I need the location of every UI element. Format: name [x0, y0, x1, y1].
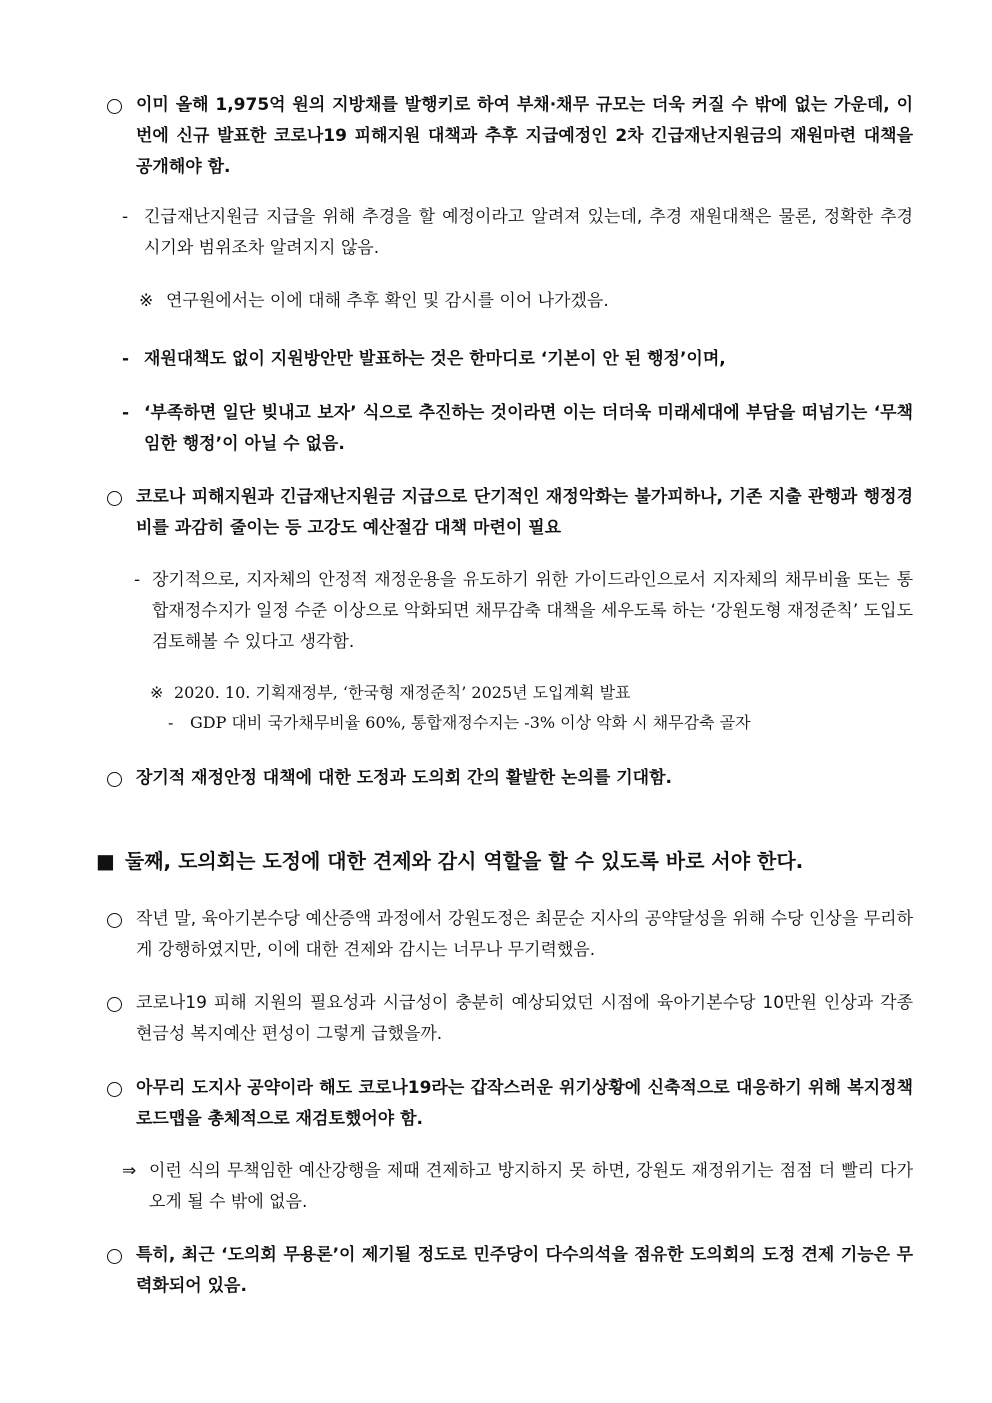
paragraph-text: 긴급재난지원금 지급을 위해 추경을 할 예정이라고 알려져 있는데, 추경 재원대책은 물론, 정확한 추경 시기와 범위조차 알려지지 않음.: [144, 207, 913, 258]
circle-bullet-icon: [107, 997, 122, 1012]
circle-bullet-icon: [107, 1249, 122, 1264]
reference-mark-icon: ※: [150, 683, 164, 702]
paragraph-text: 코로나19 피해 지원의 필요성과 시급성이 충분히 예상되었던 시점에 육아기본수당 10만원 인상과 각종 현금성 복지예산 편성이 그렇게 급했을까.: [136, 993, 913, 1044]
paragraph-text: 재원대책도 없이 지원방안만 발표하는 것은 한마디로 ‘기본이 안 된 행정’이며,: [144, 349, 726, 369]
paragraph-text: GDP 대비 국가채무비율 60%, 통합재정수지는 -3% 이상 악화 시 채무감축 골자: [190, 713, 751, 732]
paragraph-text: ‘부족하면 일단 빚내고 보자’ 식으로 추진하는 것이라면 이는 더더욱 미래세대에 부담을 떠넘기는 ‘무책임한 행정’이 아닐 수 없음.: [144, 403, 913, 454]
paragraph-text: 아무리 도지사 공약이라 해도 코로나19라는 갑작스러운 위기상황에 신축적으로 대응하기 위해 복지정책 로드맵을 총체적으로 재검토했어야 함.: [136, 1078, 913, 1129]
paragraph-text: 연구원에서는 이에 대해 추후 확인 및 감시를 이어 나가겠음.: [166, 291, 609, 311]
paragraph-circle: [107, 763, 913, 794]
circle-bullet-icon: [107, 99, 122, 114]
paragraph-text: 이미 올해 1,975억 원의 지방채를 발행키로 하여 부채·채무 규모는 더욱 커질 수 밖에 없는 가운데, 이번에 신규 발표한 코로나19 피해지원 대책과 추후 지급예정인 2차 긴급재난지원금의 재원마련 대책을 공개해야 함.: [136, 95, 913, 177]
paragraph-circle: [107, 1240, 913, 1302]
paragraph-text: 코로나 피해지원과 긴급재난지원금 지급으로 단기적인 재정악화는 불가피하나, 기존 지출 관행과 행정경비를 과감히 줄이는 등 고강도 예산절감 대책 마련이 필요: [136, 487, 913, 538]
implies-arrow-icon: ⇒: [122, 1161, 137, 1181]
dash-bullet: -: [122, 403, 130, 423]
paragraph-text: 작년 말, 육아기본수당 예산증액 과정에서 강원도정은 최문순 지사의 공약달성을 위해 수당 인상을 무리하게 강행하였지만, 이에 대한 견제와 감시는 너무나 무기력했음.: [136, 909, 913, 960]
paragraph-dash: [122, 398, 913, 460]
paragraph-circle: [107, 482, 913, 544]
paragraph-dash: [122, 344, 913, 375]
paragraph-dash: [122, 202, 913, 264]
paragraph-text: 2020. 10. 기획재정부, ‘한국형 재정준칙’ 2025년 도입계획 발표: [174, 683, 631, 702]
paragraph-circle: [107, 90, 913, 183]
circle-bullet-icon: [107, 913, 122, 928]
paragraph-circle: [107, 988, 913, 1050]
square-bullet-icon: ■: [96, 849, 115, 873]
dash-bullet: -: [134, 570, 141, 590]
paragraph-dash: [134, 565, 913, 658]
heading-text: 둘째, 도의회는 도정에 대한 견제와 감시 역할을 할 수 있도록 바로 서야 한다.: [124, 849, 804, 873]
section-heading: [96, 846, 916, 876]
paragraph-arrow: [122, 1156, 913, 1218]
paragraph-subnote: [168, 708, 913, 738]
paragraph-note: [150, 678, 913, 708]
circle-bullet-icon: [107, 1082, 122, 1097]
paragraph-text: 이런 식의 무책임한 예산강행을 제때 견제하고 방지하지 못 하면, 강원도 재정위기는 점점 더 빨리 다가오게 될 수 밖에 없음.: [149, 1161, 913, 1212]
paragraph-circle: [107, 1073, 913, 1135]
paragraph-circle: [107, 904, 913, 966]
circle-bullet-icon: [107, 772, 122, 787]
paragraph-text: 장기적 재정안정 대책에 대한 도정과 도의회 간의 활발한 논의를 기대함.: [136, 768, 672, 788]
paragraph-text: 특히, 최근 ‘도의회 무용론’이 제기될 정도로 민주당이 다수의석을 점유한 도의회의 도정 견제 기능은 무력화되어 있음.: [136, 1245, 913, 1296]
reference-mark-icon: ※: [139, 291, 154, 311]
paragraph-text: 장기적으로, 지자체의 안정적 재정운용을 유도하기 위한 가이드라인으로서 지자체의 채무비율 또는 통합재정수지가 일정 수준 이상으로 악화되면 채무감축 대책을 세우도록 하는 ‘강원도형 재정준칙’ 도입도 검토해볼 수 있다고 생각함.: [152, 570, 913, 652]
dash-bullet: -: [168, 713, 174, 732]
dash-bullet: -: [122, 207, 129, 227]
circle-bullet-icon: [107, 491, 122, 506]
dash-bullet: -: [122, 349, 130, 369]
paragraph-note: [139, 286, 913, 317]
